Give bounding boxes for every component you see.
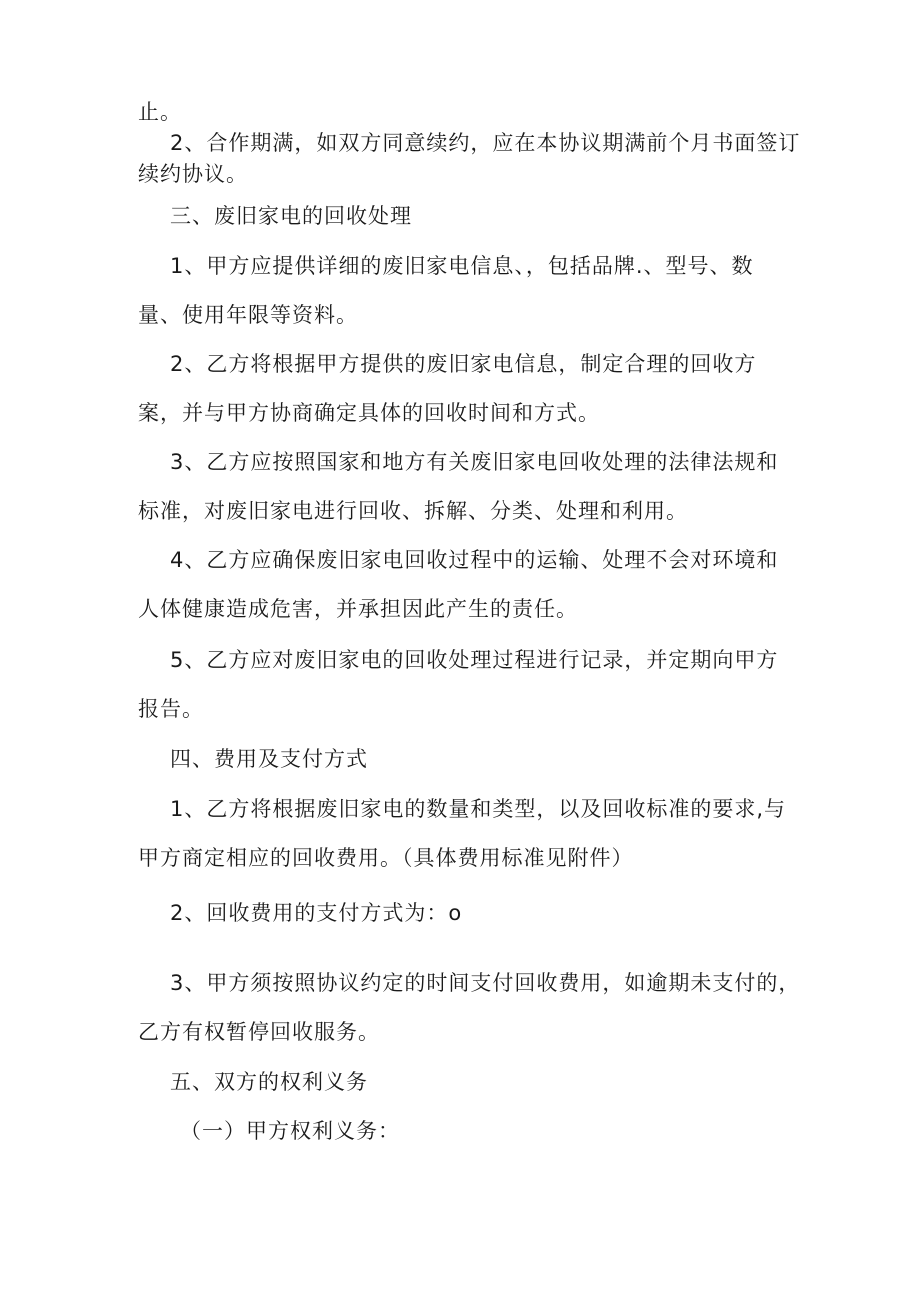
subsection-heading-5-1: （一）甲方权利义务：	[180, 1119, 400, 1143]
clause-3-2-cont: 案，并与甲方协商确定具体的回收时间和方式。	[138, 401, 600, 425]
clause-3-4: 4、乙方应确保废旧家电回收过程中的运输、处理不会对环境和	[170, 548, 779, 572]
text-line-cont-2: 续约协议。	[138, 162, 248, 186]
clause-4-3: 3、甲方须按照协议约定的时间支付回收费用，如逾期未支付的，	[170, 971, 801, 995]
clause-3-5-cont: 报告。	[138, 697, 204, 721]
clause-3-3-cont: 标准，对废旧家电进行回收、拆解、分类、处理和利用。	[138, 499, 688, 523]
clause-3-1-cont: 量、使用年限等资料。	[138, 303, 358, 327]
section-heading-3: 三、废旧家电的回收处理	[170, 204, 412, 228]
clause-4-3-cont: 乙方有权暂停回收服务。	[138, 1020, 380, 1044]
clause-3-3: 3、乙方应按照国家和地方有关废旧家电回收处理的法律法规和	[170, 450, 779, 474]
clause-4-2: 2、回收费用的支付方式为：o	[170, 901, 463, 925]
text-line-cont-1: 止。	[138, 100, 182, 124]
clause-3-1: 1、甲方应提供详细的废旧家电信息、，包括品牌.、型号、数	[170, 254, 754, 278]
clause-3-5: 5、乙方应对废旧家电的回收处理过程进行记录，并定期向甲方	[170, 648, 779, 672]
clause-4-1-cont: 甲方商定相应的回收费用。（具体费用标准见附件）	[138, 846, 634, 870]
clause-2-renewal: 2、合作期满，如双方同意续约，应在本协议期满前个月书面签订	[170, 131, 801, 155]
section-heading-4: 四、费用及支付方式	[170, 747, 368, 771]
section-heading-5: 五、双方的权利义务	[170, 1070, 368, 1094]
clause-3-2: 2、乙方将根据甲方提供的废旧家电信息，制定合理的回收方	[170, 352, 757, 376]
clause-4-1: 1、乙方将根据废旧家电的数量和类型，以及回收标准的要求,与	[170, 797, 787, 821]
clause-3-4-cont: 人体健康造成危害，并承担因此产生的责任。	[138, 597, 578, 621]
